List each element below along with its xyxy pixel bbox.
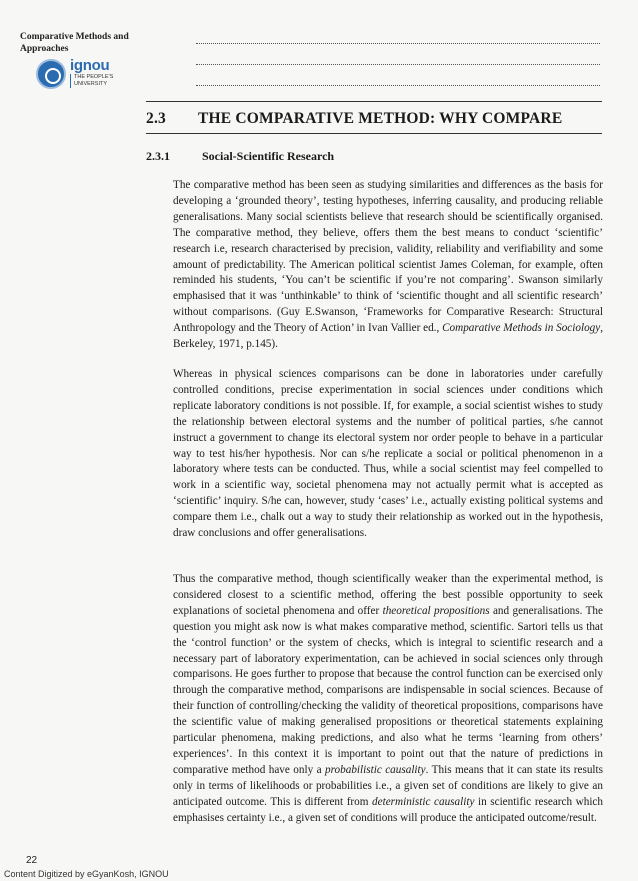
subsection-heading bbox=[146, 149, 334, 164]
logo-emblem-icon bbox=[36, 59, 66, 89]
header-dotted-line-2 bbox=[196, 64, 600, 65]
paragraph-3-text-a: Thus the comparative method, though scientifically weaker than the experimental method, is considered closest to a scientific method, offering the best possible opportunity to seek explanations of societal phenomena and offer bbox=[173, 573, 603, 617]
footer-credit: Content Digitized by eGyanKosh, IGNOU bbox=[4, 869, 169, 879]
section-bottom-rule bbox=[146, 133, 602, 134]
paragraph-3-text-d: in scientific research which emphasises certainty i.e., a given set of conditions will produce the anticipated outcome/result. bbox=[173, 795, 603, 824]
paragraph-3-em-2: probabilistic causality bbox=[325, 763, 426, 776]
paragraph-1-text-b: , Berkeley, 1971, p.145). bbox=[173, 322, 604, 351]
logo-subtitle-line2: UNIVERSITY bbox=[74, 81, 108, 87]
paragraph-3-em-1: theoretical propositions bbox=[382, 604, 490, 617]
page-number: 22 bbox=[26, 855, 38, 866]
paragraph-3-text-b: and generalisations. The question you might ask now is what makes comparative method, scientific. Sartori tells us that the ‘control function’ or the system of checks, which is integral to scientific research and a necessary part of laboratory experimentation, can be achieved in social sciences only through comparisons. He goes further to propose that because the control function can be exercised only through the comparative method, comparisons are indispensable in social sciences. Because of their function of controlling/checking the validity of theoretical propositions, comparisons have the scientific value of making generalised propositions or theoretical statements explaining particular phenomena, making predictions, and also what he terms ‘learning from others’ experiences’. In this context it is important to point out that the nature of predictions in comparative method have only a bbox=[173, 604, 603, 776]
header-dotted-line-1 bbox=[196, 43, 600, 44]
paragraph-1-book-title: Comparative Methods in Sociology bbox=[442, 322, 601, 335]
section-top-rule bbox=[146, 101, 602, 102]
paragraph-3-em-3: deterministic causality bbox=[372, 795, 475, 808]
section-title: THE COMPARATIVE METHOD: WHY COMPARE bbox=[198, 110, 563, 127]
running-title-line2: Approaches bbox=[20, 44, 69, 54]
paragraph-1-text-a: The comparative method has been seen as studying similarities and differences as the basis for developing a ‘grounded theory’, testing hypotheses, inferring causality, and producing reliable generalisations. Many social scientists believe that research should be scientifically organised. The comparative method, they believe, offers them the best means to conduct ‘scientific’ research i.e, research characterised by precision, validity, reliability and verifiability and some amount of predictability. The American political scientist James Coleman, for example, often reminded his students, ‘You can’t be scientific if you’re not comparing’. Swanson similarly emphasised that it was ‘unthinkable’ to think of ‘scientific thought and all scientific research’ without comparisons. (Guy E.Swanson, ‘Frameworks for Comparative Research: Structural Anthropology and the Theory of Action’ in Ivan Vallier ed., bbox=[173, 179, 603, 335]
logo-name: ignou bbox=[70, 57, 110, 74]
header-dotted-line-3 bbox=[196, 85, 600, 86]
section-number: 2.3 bbox=[146, 110, 166, 127]
paragraph-1 bbox=[173, 178, 603, 353]
running-title bbox=[20, 31, 170, 55]
paragraph-2 bbox=[173, 367, 603, 542]
paragraph-3-text-c: . This means that it can state its results only in terms of likelihoods or probabilities i.e., a given set of conditions are likely to give an anticipated outcome. This is different from bbox=[173, 763, 603, 808]
paragraph-3 bbox=[173, 572, 603, 827]
paragraph-2-text: Whereas in physical sciences comparisons can be done in laboratories under carefully controlled conditions, precise experimentation in social sciences under conditions which replicate laboratory conditions is not possible. If, for example, a social scientist wishes to study the relationship between electoral systems and the number of political parties, s/he cannot instruct a government to change its electoral system nor order people to behave in a particular way to test his/her hypothesis. Nor can s/he replicate a social or political phenomenon in a laboratory where tests can be conducted. Thus, while a social scientist may feel compelled to work in a scientific way, societal phenomena may not actually permit what is accepted as ‘scientific’ inquiry. S/he can, however, study ‘cases’ i.e., actually existing political systems and compare them i.e., chalk out a way to study their relationship as worked out in the hypothesis, draw conclusions and offer generalisations. bbox=[173, 368, 603, 540]
ignou-logo bbox=[36, 57, 146, 97]
subsection-number: 2.3.1 bbox=[146, 149, 170, 163]
logo-subtitle bbox=[70, 74, 113, 88]
section-heading bbox=[146, 110, 602, 128]
subsection-title: Social-Scientific Research bbox=[202, 149, 335, 163]
logo-subtitle-line1: THE PEOPLE'S bbox=[74, 74, 114, 80]
running-title-line1: Comparative Methods and bbox=[20, 32, 129, 42]
